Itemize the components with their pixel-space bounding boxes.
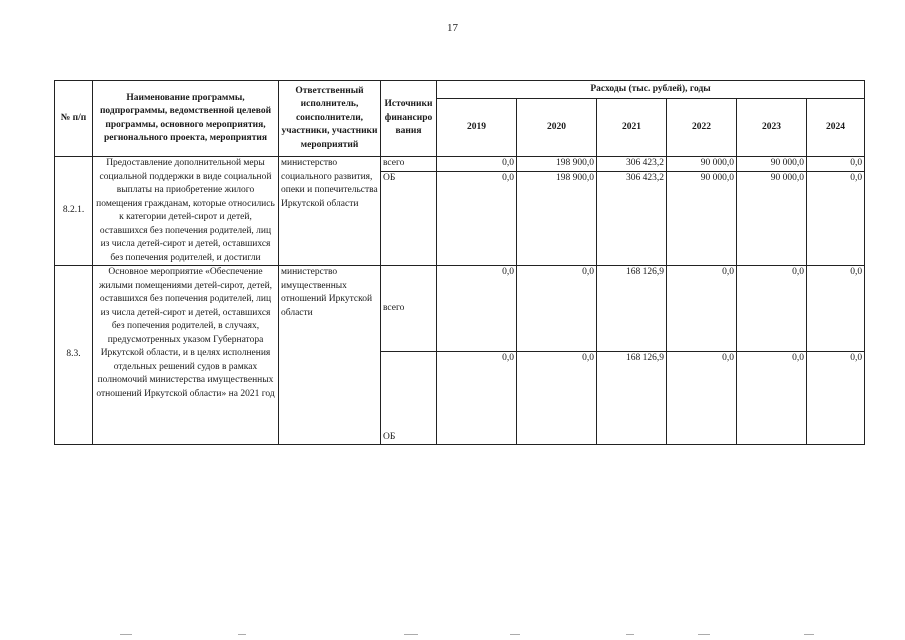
value-cell: 0,0 <box>737 266 807 352</box>
value-cell: 306 423,2 <box>597 172 667 266</box>
value-cell: 306 423,2 <box>597 157 667 172</box>
row-responsible: министерство имущественных отношений Иркутской области <box>279 266 381 445</box>
header-responsible: Ответственный исполнитель, соисполнители, участники, участники мероприятий <box>279 81 381 157</box>
scan-mark <box>238 634 246 635</box>
value-cell: 0,0 <box>807 266 865 352</box>
row-name-text: Предоставление дополнительной меры социальной поддержки в виде социальной выплаты на приобретение жилого помещения гражданам, которые относились к категории детей-сирот и детей, оставшихся без попечения родителей, лиц из числа детей-сирот и детей, оставшихся без попечения родителей, и достигли <box>96 158 275 263</box>
table-row <box>55 266 865 352</box>
value-cell: 198 900,0 <box>517 157 597 172</box>
value-cell: 168 126,9 <box>597 352 667 445</box>
value-cell: 90 000,0 <box>737 157 807 172</box>
scan-mark <box>804 634 814 635</box>
value-cell: 0,0 <box>807 157 865 172</box>
header-year: 2019 <box>437 99 517 157</box>
source-label: всего <box>381 266 437 352</box>
header-row <box>55 81 865 99</box>
value-cell: 0,0 <box>517 352 597 445</box>
value-cell: 168 126,9 <box>597 266 667 352</box>
value-cell: 90 000,0 <box>667 172 737 266</box>
page-number: 17 <box>447 22 458 34</box>
value-cell: 0,0 <box>737 352 807 445</box>
value-cell: 0,0 <box>807 352 865 445</box>
header-name: Наименование программы, подпрограммы, ведомственной целевой программы, основного мероприятия, регионального проекта, мероприятия <box>93 81 279 157</box>
scan-mark <box>698 634 710 635</box>
value-cell: 90 000,0 <box>737 172 807 266</box>
row-name <box>93 157 279 266</box>
scan-mark <box>404 634 418 635</box>
value-cell: 0,0 <box>667 266 737 352</box>
source-label: ОБ <box>381 352 437 445</box>
header-year: 2023 <box>737 99 807 157</box>
row-name: Основное мероприятие «Обеспечение жилыми помещениями детей-сирот, детей, оставшихся без попечения родителей, лиц из числа детей-сирот и детей, оставшихся без попечения родителей, в случаях, предусмотренных указом Губернатора Иркутской области, и в целях исполнения отдельных решений судов в рамках полномочий министерства имущественных отношений Иркутской области» на 2021 год <box>93 266 279 445</box>
row-number: 8.3. <box>55 266 93 445</box>
header-year: 2024 <box>807 99 865 157</box>
value-cell: 0,0 <box>437 157 517 172</box>
value-cell: 0,0 <box>437 172 517 266</box>
budget-table <box>54 80 865 445</box>
table-row <box>55 157 865 172</box>
value-cell: 0,0 <box>807 172 865 266</box>
row-number: 8.2.1. <box>55 157 93 266</box>
value-cell: 90 000,0 <box>667 157 737 172</box>
scan-mark <box>626 634 634 635</box>
header-year: 2021 <box>597 99 667 157</box>
source-label: ОБ <box>381 172 437 266</box>
scan-mark <box>510 634 520 635</box>
header-sources: Источники финансиро вания <box>381 81 437 157</box>
value-cell: 198 900,0 <box>517 172 597 266</box>
header-expenses: Расходы (тыс. рублей), годы <box>437 81 865 99</box>
source-label: всего <box>381 157 437 172</box>
value-cell: 0,0 <box>437 266 517 352</box>
value-cell: 0,0 <box>517 266 597 352</box>
header-num: № п/п <box>55 81 93 157</box>
header-year: 2020 <box>517 99 597 157</box>
row-responsible: министерство социального развития, опеки и попечительства Иркутской области <box>279 157 381 266</box>
value-cell: 0,0 <box>667 352 737 445</box>
header-year: 2022 <box>667 99 737 157</box>
scan-mark <box>120 634 132 635</box>
value-cell: 0,0 <box>437 352 517 445</box>
